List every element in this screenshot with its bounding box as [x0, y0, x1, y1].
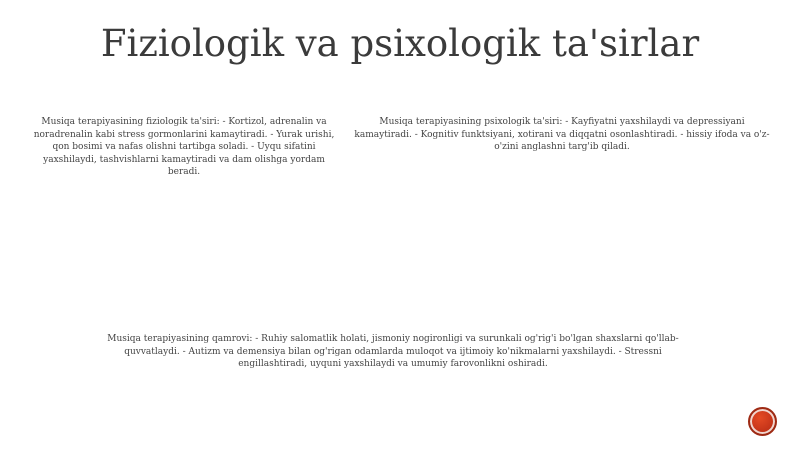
therapy-scope-text: Musiqa terapiyasining qamrovi: - Ruhiy salomatlik holati, jismoniy nogironligi va surunkali og'rig'i bo'lgan shaxslarni qo'llab-quvvatlaydi. - Autizm va demensiya bilan og'rigan odamlarda muloqot va ijtimoiy ko'nikmalarni yaxshilaydi. - Stressni engillashtiradi, uyquni yaxshilaydi va umumiy farovonlikni oshiradi. — [107, 334, 679, 369]
slide-title: Fiziologik va psixologik ta'sirlar — [100, 22, 700, 65]
psychological-effects-text: Musiqa terapiyasining psixologik ta'siri: - Kayfiyatni yaxshilaydi va depressiyani kamaytiradi. - Kognitiv funktsiyani, xotirani va diqqatni osonlashtiradi. - hissiy ifoda va o'z-o'zini anglashni targ'ib qiladi. — [354, 117, 770, 152]
physiological-effects-text: Musiqa terapiyasining fiziologik ta'siri: - Kortizol, adrenalin va noradrenalin kabi stress gormonlarini kamaytiradi. - Yurak urishi, qon bosimi va nafas olishni tartibga soladi. - Uyqu sifatini yaxshilaydi, tashvishlarni kamaytiradi va dam olishga yordam beradi. — [33, 117, 335, 177]
red-circle-icon[interactable] — [748, 407, 777, 436]
